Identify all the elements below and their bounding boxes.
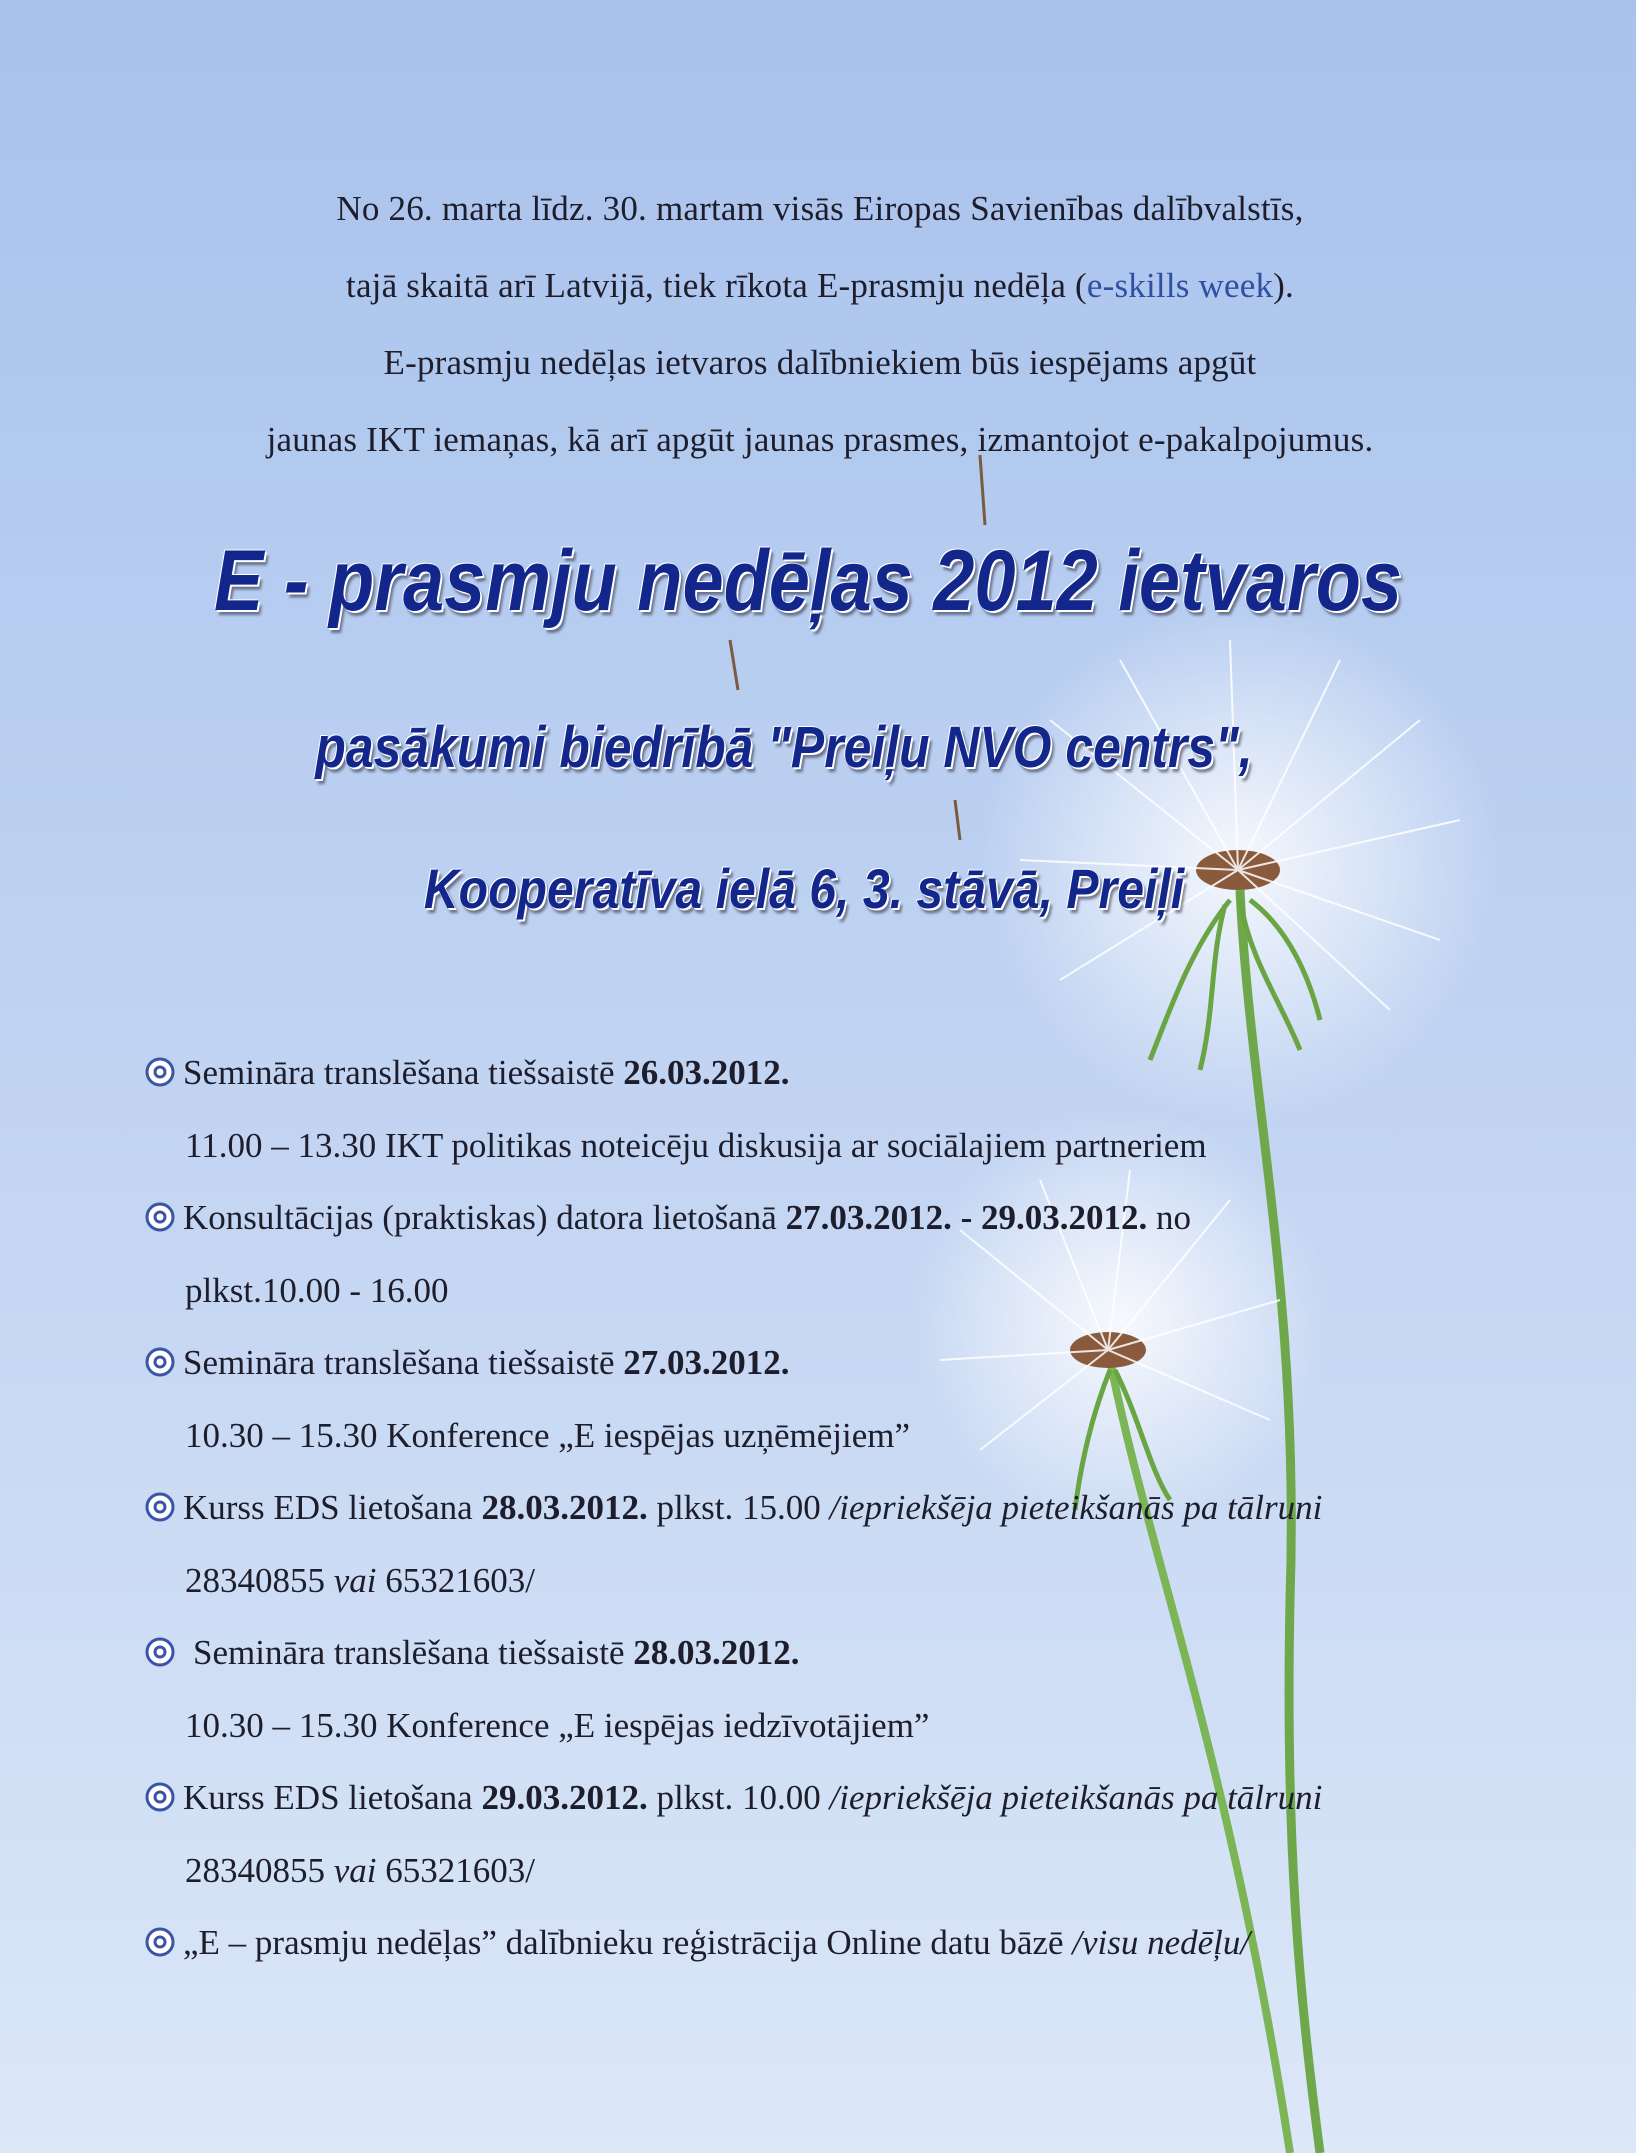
event-note: /iepriekšēja pieteikšanās pa tālruni [829,1778,1323,1817]
event-text: Kurss EDS lietošana [183,1488,482,1527]
at-sign-icon [145,1202,175,1232]
e-skills-week-link[interactable]: e-skills week [1086,266,1274,305]
event-text-tail: plkst. 10.00 [647,1778,830,1817]
event-date: 29.03.2012. [481,1778,648,1817]
event-item [145,1327,1565,1400]
event-detail: 10.30 – 15.30 Konference „E iespējas uzņēmējiem” [185,1415,911,1455]
intro-line-1: No 26. marta līdz. 30. martam visās Eiropas Savienības dalībvalstīs, [336,189,1304,228]
intro-line-2-start: tajā skaitā arī Latvijā, tiek rīkota E-prasmju nedēļa ( [346,266,1087,305]
intro-line-2-end: ). [1273,266,1294,305]
event-detail: 10.30 – 15.30 Konference „E iespējas iedzīvotājiem” [185,1705,930,1745]
phone-or: vai [333,1850,377,1890]
event-text-tail: no [1147,1198,1191,1237]
event-date: 27.03.2012. - 29.03.2012. [785,1198,1148,1237]
events-list [145,1037,1565,1980]
event-date: 26.03.2012. [623,1053,790,1092]
headline-title: E - prasmju nedēļas 2012 ietvaros [213,533,1403,629]
phone-1: 28340855 [185,1560,334,1600]
intro-line-2 [150,247,1490,324]
headline-subtitle: pasākumi biedrībā "Preiļu NVO centrs", [315,715,1253,780]
event-date: 28.03.2012. [633,1633,800,1672]
event-item [145,1762,1565,1835]
event-text-tail: plkst. 15.00 [647,1488,830,1527]
event-text: Kurss EDS lietošana [183,1778,482,1817]
at-sign-icon [145,1637,175,1667]
phone-or: vai [333,1560,377,1600]
event-date: 27.03.2012. [623,1343,790,1382]
phone-1: 28340855 [185,1850,334,1890]
at-sign-icon [145,1347,175,1377]
event-note: /visu nedēļu/ [1072,1923,1251,1962]
at-sign-icon [145,1057,175,1087]
event-detail [145,1835,1565,1908]
event-text: Semināra translēšana tiešsaistē [183,1053,624,1092]
event-detail: 11.00 – 13.30 IKT politikas noteicēju diskusija ar sociālajiem partneriem [185,1125,1207,1165]
intro-line-3: E-prasmju nedēļas ietvaros dalībniekiem būs iespējams apgūt [383,343,1257,382]
event-detail [145,1545,1565,1618]
event-date: 28.03.2012. [481,1488,648,1527]
at-sign-icon [145,1927,175,1957]
intro-text [150,170,1490,478]
phone-2: 65321603/ [376,1560,535,1600]
event-text: Semināra translēšana tiešsaistē [193,1633,634,1672]
event-detail: plkst.10.00 - 16.00 [185,1270,449,1310]
event-item [145,1037,1565,1110]
event-item [145,1472,1565,1545]
at-sign-icon [145,1492,175,1522]
headline-address: Kooperatīva ielā 6, 3. stāvā, Preiļi [423,857,1185,920]
event-item [145,1617,1565,1690]
event-item [145,1182,1565,1255]
event-item [145,1907,1565,1980]
event-text: Konsultācijas (praktiskas) datora lietošanā [183,1198,786,1237]
event-text: Semināra translēšana tiešsaistē [183,1343,624,1382]
phone-2: 65321603/ [376,1850,535,1890]
intro-line-4: jaunas IKT iemaņas, kā arī apgūt jaunas prasmes, izmantojot e-pakalpojumus. [266,420,1374,459]
event-note: /iepriekšēja pieteikšanās pa tālruni [829,1488,1323,1527]
event-text: „E – prasmju nedēļas” dalībnieku reģistrācija Online datu bāzē [183,1923,1073,1962]
at-sign-icon [145,1782,175,1812]
